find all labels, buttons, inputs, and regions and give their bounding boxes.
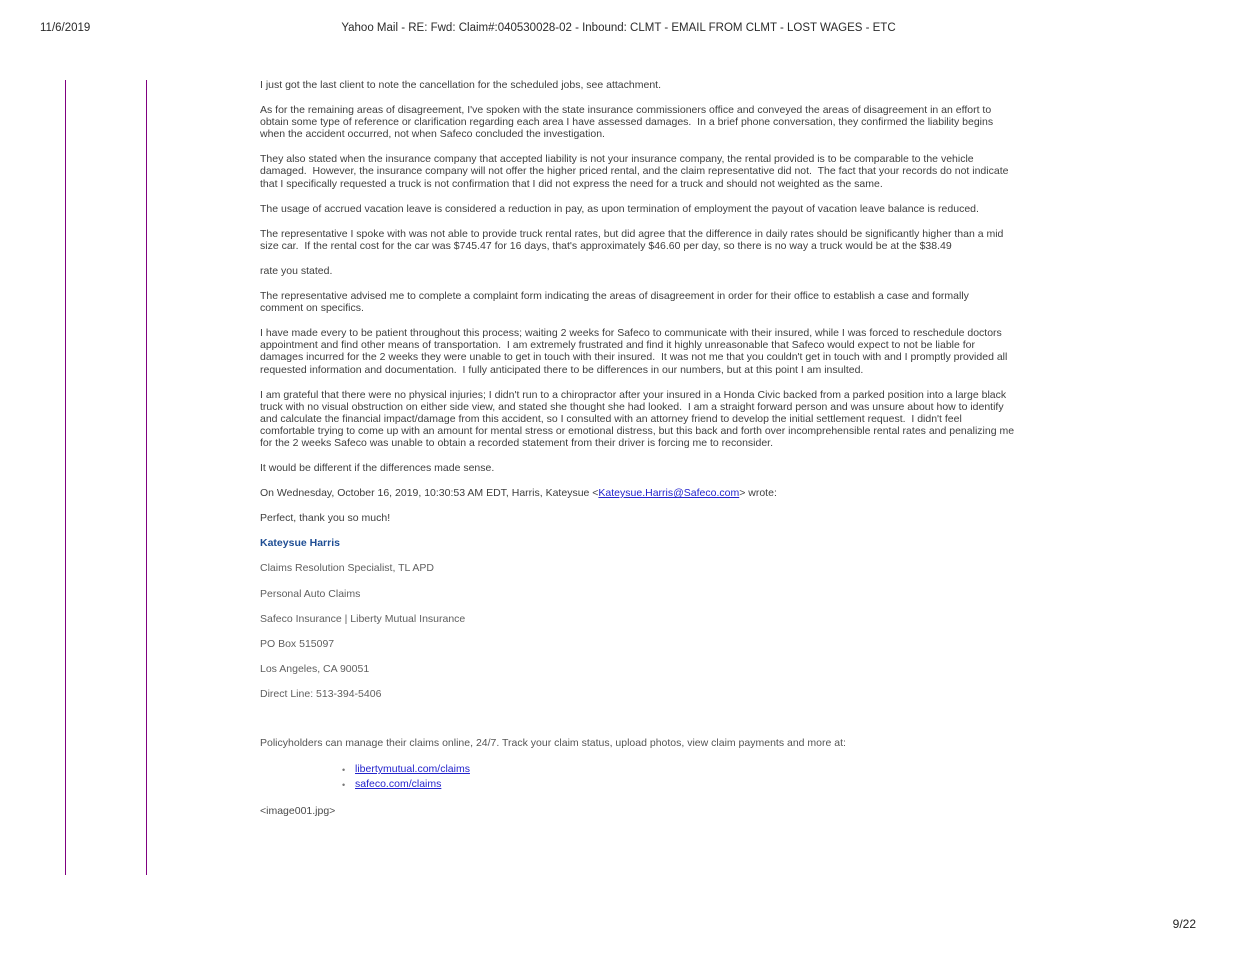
body-paragraph: They also stated when the insurance company that accepted liability is not your insurance company, the rental provided is to be comparable to the vehicle damaged. However, the insurance company will not offer the higher priced rental, and the claim representative did not. The fact that your records do not indicate that I specifically requested a truck is not confirmation that I did not express the need for a truck and should not weighted as the same. xyxy=(260,153,1012,190)
signature-name: Kateysue Harris xyxy=(260,537,340,550)
signature-direct-line: Direct Line: 513-394-5406 xyxy=(260,687,382,700)
list-item xyxy=(260,762,1015,777)
claim-links-list xyxy=(260,762,1015,792)
quote-attribution-suffix: > wrote: xyxy=(739,487,777,500)
quote-attribution-prefix: On Wednesday, October 16, 2019, 10:30:53 AM EDT, Harris, Kateysue < xyxy=(260,487,599,500)
email-quote-bar-outer xyxy=(65,80,66,875)
body-paragraph: I am grateful that there were no physical injuries; I didn't run to a chiropractor after your insured in a Honda Civic backed from a parked position into a large black truck with no visual obstruction on either side view, and stated she thought she had looked. I am a straight forward person and was unsure about how to identify and calculate the financial impact/damage from this accident, so I consulted with an attorney friend to develop the initial settlement request. I didn't feel comfortable trying to come up with an amount for mental stress or emotional distress, but this back and forth over incomprehensible rental rates and penalizing me for the 2 weeks Safeco was unable to obtain a recorded statement from their driver is forcing me to reconsider. xyxy=(260,388,1017,449)
body-paragraph: rate you stated. xyxy=(260,264,333,277)
signature-company: Safeco Insurance | Liberty Mutual Insurance xyxy=(260,612,466,625)
signature-title: Claims Resolution Specialist, TL APD xyxy=(260,562,434,575)
body-paragraph: The representative I spoke with was not able to provide truck rental rates, but did agree that the difference in daily rates should be significantly higher than a mid size car. If the rental cost for the car was $745.47 for 16 days, that's approximately $46.60 per day, so there is no way a truck would be at the $38.49 xyxy=(260,227,1007,252)
print-header-title: Yahoo Mail - RE: Fwd: Claim#:040530028-02 - Inbound: CLMT - EMAIL FROM CLMT - LOST WAGES - ETC xyxy=(341,22,896,34)
policyholders-info-text: Policyholders can manage their claims online, 24/7. Track your claim status, upload photos, view claim payments and more at: xyxy=(260,737,846,749)
body-paragraph: The representative advised me to complete a complaint form indicating the areas of disagreement in order for their office to establish a case and formally comment on specifics. xyxy=(260,290,972,315)
body-paragraph: I just got the last client to note the cancellation for the scheduled jobs, see attachment. xyxy=(260,79,661,91)
body-paragraph: I have made every to be patient throughout this process; waiting 2 weeks for Safeco to communicate with their insured, while I was forced to reschedule doctors appointment and find other means of transportation. I am extremely frustrated and find it highly unreasonable that Safeco would expect to not be liable for damages incurred for the 2 weeks they were unable to get in touch with their insured. It was not me that you couldn't get in touch with and I promptly provided all requested information and documentation. I fully anticipated there to be differences in our numbers, but at this point I am insulted. xyxy=(260,327,1011,376)
email-body xyxy=(260,79,1015,830)
body-paragraph: As for the remaining areas of disagreement, I've spoken with the state insurance commissioners office and conveyed the areas of disagreement in an effort to obtain some type of reference or clarification regarding each area I have assessed damages. In a brief phone conversation, they confirmed the liability begins when the accident occurred, not when Safeco concluded the investigation. xyxy=(260,104,997,141)
quote-attribution-line xyxy=(260,487,1015,499)
signature-po-box: PO Box 515097 xyxy=(260,637,335,650)
body-paragraph: The usage of accrued vacation leave is considered a reduction in pay, as upon termination of employment the payout of vacation leave balance is reduced. xyxy=(260,202,979,215)
signature-department: Personal Auto Claims xyxy=(260,587,361,600)
signature-city-state-zip: Los Angeles, CA 90051 xyxy=(260,662,370,675)
libertymutual-claims-link[interactable]: libertymutual.com/claims xyxy=(355,763,470,776)
signature-block xyxy=(260,537,1015,700)
email-quote-bar-inner xyxy=(146,80,147,875)
print-header-date: 11/6/2019 xyxy=(40,22,91,34)
page-number: 9/22 xyxy=(1172,917,1196,931)
inline-image-placeholder: <image001.jpg> xyxy=(260,805,336,818)
safeco-claims-link[interactable]: safeco.com/claims xyxy=(355,778,442,791)
body-paragraph: It would be different if the differences made sense. xyxy=(260,462,495,475)
sender-email-link[interactable]: Kateysue.Harris@Safeco.com xyxy=(598,487,740,500)
reply-text: Perfect, thank you so much! xyxy=(260,512,391,525)
list-item xyxy=(260,777,1015,792)
